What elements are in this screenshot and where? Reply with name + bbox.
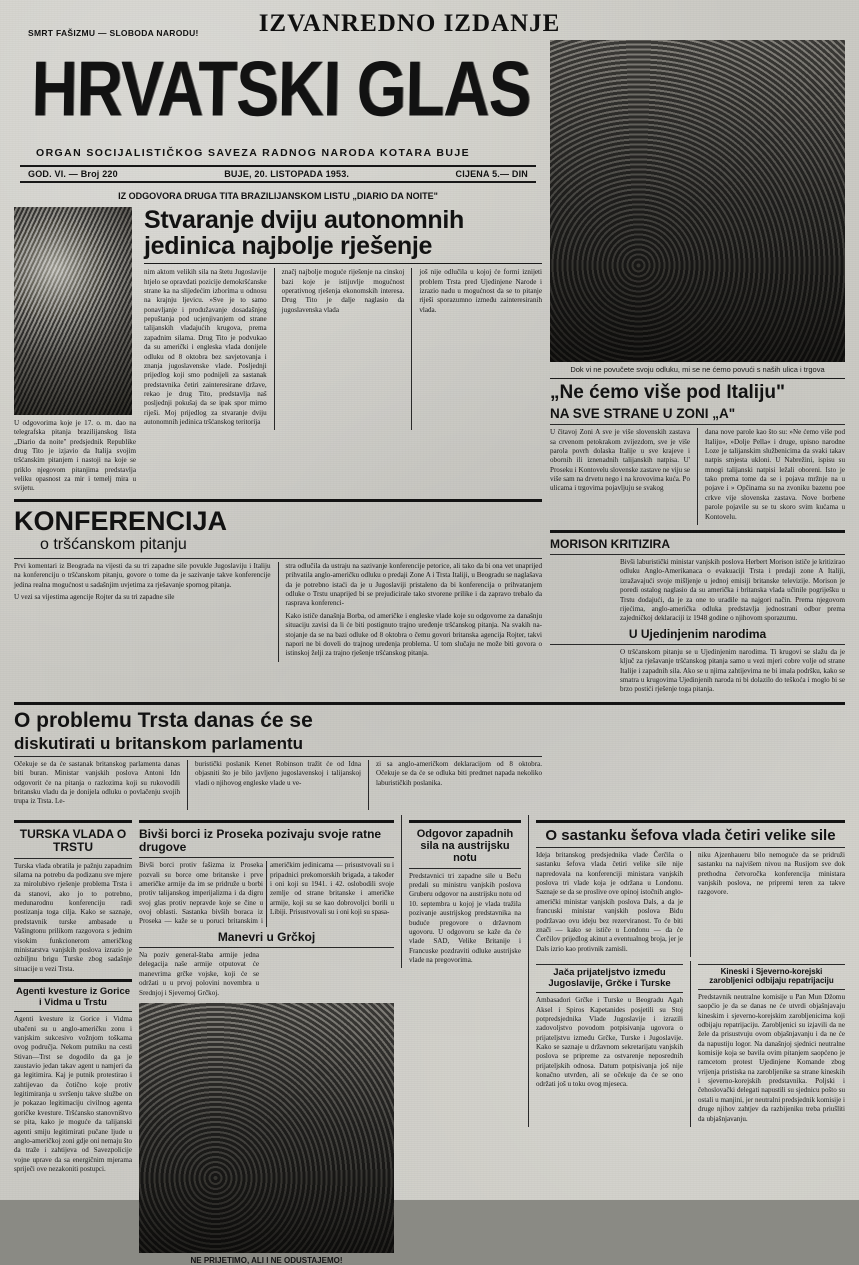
turska-rule (14, 820, 132, 823)
trst-subhead: diskutirati u britanskom parlamentu (14, 733, 304, 753)
lead-story (14, 207, 542, 494)
sefovi-col-1: Ideja britanskog predsjednika vlade Čerčila o sastanku šefova vlada četiri velike sile nije napredovala na konferenciji ministara vanjskih poslova tri vlade koja je održana u Londonu. Saznaje se da se proslive ove opinoj istočnih anglo-američki ministar vanjskih poslova Dals, a da je francuski ministar vanjskih poslova Bidu podržavao ovu ideju bez rezerviranost. To će biti znači — kako se ističe u Londonu — da će Čerčilov prijedlog akinut a eventualnog broja, jer je Dals izrio kao protivnik zamisli. (536, 850, 683, 953)
kinesko-rule (698, 964, 845, 965)
konferencija-headline: KONFERENCIJA (14, 505, 228, 536)
prosek-body: Bivši borci protiv fašizma iz Proseka pozvali su borce ome britanske i prve američke armije da im se pridruže u borbi protiv talijanskog imperijalizma i da digru svoj glas protiv nepravde koje se čine u ovoj oblasti. Sastanka bivših boraca iz Proseka — kaže se u poruci britanskim i američkim jedinicama — prisustvovali su i pripadnici prekomorskih brigada, a također i oni koji su 1941. i 42. oslobodili svoje zemlje od strane britanske i američke armije, koji su se kao dobrovoljci borili u Libiji. Prisustvovali su i oni koji su spasa- (139, 861, 394, 926)
un-rule (550, 644, 845, 645)
lead-col-4: još nije odlučila u kojoj će formi iznijeti problem Trsta pred Ujedinjene Narode i izrazio nadu u mogućnost da se to pitanje riješi sporazumno između zainteresiranih vlada. (419, 268, 543, 314)
kinesko-body: Predstavnik neutralne komisije u Pan Mun Džomu saopćio je da se danas ne će utvrdi objašnjavaju kineskim i sjeverno-korejskim zarobljenicima koji odbijaju repatrijaciju. Zarobljenici su izjavili da ne žele da prisustvuju ovom objašnjavanju i da ne će da napustiju logor. Na današnjoj sjednici neutralne komisije koja se bavila ovim pitanjem saopćeno je ramcetom protest Ujedinjene Komande zbog vrijenja pristiska na zarobljenike sa strane kineskih i sjeverno-korejskih predstavnika. Poljski i čehoslovački delegati napustili su sjednicu pošto su ostali u manjini, jer neutralni predsjednik komisije i druge njihov zahtjev da razbijeniku treba priušliti da ubjašnjavanju. (698, 992, 845, 1123)
kinesko-headline: Kineski i Sjeverno-korejski zarobljenici odbijaju repatrijaciju (709, 966, 834, 985)
prijateljstvo-rule-2 (536, 992, 683, 993)
italija-rule (550, 424, 845, 425)
italija-headline: „Ne ćemo više pod Italiju" (550, 382, 785, 404)
prijateljstvo-headline: Jača prijateljstvo između Jugoslavije, Grčke i Turske (548, 966, 671, 989)
morison-rule (550, 530, 845, 533)
prosek-headline: Bivši borci iz Proseka pozivaju svoje ratne drugove (139, 826, 382, 854)
italija-subhead: NA SVE STRANE U ZONI „A" (550, 406, 736, 422)
italija-columns (550, 428, 845, 525)
sefovi-columns (536, 851, 845, 957)
grcka-rule (139, 947, 394, 948)
portrait-caption: U odgovorima koje je 17. o. m. dao na telegrafska pitanja brazilijanskog lista „Diario da noite" predsjednik Republike drug Tito je izjavio da Italija svojim tršćanskim pitanjem i nastoji na koje se priklo njegovom pitanjima predstavlja veliku opasnost za mir i temelj mira u svijetu. (14, 418, 136, 493)
austrija-rule (409, 820, 521, 823)
austrija-rule-2 (409, 868, 521, 869)
konferencija-body-1: Prvi komentari iz Beograda na vijesti da su tri zapadne sile povukle Jugoslaviju i Italiju na konferenciju o tršćanskom pitanju, govore o tome da je sazivanje takve konferencije jedina realna mogućnost u sadašnjim uvjetima za rješavanje spornog pitanja. (14, 562, 271, 589)
morison-headline: MORISON KRITIZIRA (550, 536, 670, 551)
morison-body: Bivši laburistički ministar vanjskih poslova Herbert Morison ističe je kritizirao odluku Anglo-Amerikanaca o evakuaciji Trsta i predaji zone A Italiji, izražavajući svoje mišljenje u jednoj emisiji britanske televizije. Morison je poredi ostalog naglasio da su američka i britanska vlada učinile pogriješku u Trstu dodajući, da je za one to uradile na najgori način. Prema njegovom rijećima, anglo-američka odluka predstavlja jednostrani odbor prema zajedničkoj deklaraciji iz 1948 godine o njihovom sporazumu. (620, 558, 845, 623)
trst-col-2: buristički poslanik Kenet Robinson tražit će od Idna objasniti što je bilo javljeno jugoslavenskoj i talijanskoj vladi o njihovog engleske vlade u ve- (195, 760, 361, 787)
turska-rule-2 (14, 858, 132, 859)
prijateljstvo-rule (536, 964, 683, 965)
trst-headline: O problemu Trsta danas će se (14, 708, 313, 732)
sefovi-headline: O sastanku šefova vlada četiri velike sile (545, 826, 836, 844)
austrija-body: Predstavnici tri zapadne sile u Beču predali su ministru vanjskih poslova Gruberu odgovor na austrijsku notu od 10. septembra u kojoj je vlada tražila pozivanje austrijskog predstavnika na buduće pregovore o državnom ugovoru. U odgovoru se kaže da će vlade SAD, Velike Britanije i Francuske pozdraviti odluke austrijske vlade na pregovorima. (409, 871, 521, 964)
prosek-rule (139, 820, 394, 823)
page-title: HRVATSKI GLAS (30, 44, 532, 133)
lead-kicker: IZ ODGOVORA DRUGA TITA BRAZILIJANSKOM LISTU „DIARIO DA NOITE" (118, 190, 438, 201)
issue-date: BUJE, 20. LISTOPADA 1953. (224, 168, 350, 179)
lead-headline: Stvaranje dviju autonomnih jedinica najbolje rješenje (144, 205, 465, 261)
lead-col-2: značj najbolje moguće riješenje na cinskoj bazi koje je istijuvlje mogućnost operativnog rješenja ekonomskih interesa. Drug Tito je dalje naglasio da jugoslavenska vlada (281, 268, 405, 314)
trst-columns (14, 760, 542, 810)
lower-grid (14, 815, 845, 1265)
un-body: O tršćanskom pitanju se u Ujedinjenim narodima. Ti krugovi se slažu da je ključ za rješavanje tršćanskog pitanja samo u vezi mjeri cobre volje od strane Italije i zapadnih sila. Ako se u njima zahtijevima ne bi imala podršku, kako se smatra u krugovima Ujedinjenih naroda ni bi dolazilo do teškoća i moglo bi se brzo postići rješenje toga pitanja. (620, 647, 845, 694)
hero-rule (550, 378, 845, 379)
trst-col-3: zi sa anglo-američkom deklaracijom od 8 oktobra. Očekuje se da će se odluka biti predmet napada nekoliko laburističkih poslanika. (376, 760, 542, 787)
masthead-subtitle: ORGAN SOCIJALISTIČKOG SAVEZA RADNOG NARODA KOTARA BUJE (36, 146, 470, 159)
morison-rule-2 (550, 554, 845, 555)
konf-rule (14, 499, 542, 502)
trst-col-1: Očekuje se da će sastanak britanskog parlamenta danas biti buran. Ministar vanjskih poslova Antoni Idn odgovorit će na pitanja o razlozima koji su rukovodili britansku vladu da je donijela odluku o povlačenju svojih trupa iz Trsta. Le- (14, 760, 180, 806)
masthead-right (550, 40, 845, 698)
konferencija-columns (14, 562, 542, 662)
grcka-body: Na poziv general-štaba armije jedna delegacija naše armije otputovat će manevrima grčke vojske, koji će se održati u u prvoj polovini novembra u Srednjoj i Sjevernoj Grčkoj. (139, 951, 259, 997)
masthead-left (14, 40, 542, 698)
bottom-photo-caption: NE PRIJETIMO, ALI I NE ODUSTAJEMO! (190, 1255, 343, 1265)
tito-portrait-photo (14, 207, 132, 415)
trst-rule-2 (14, 756, 542, 757)
sefovi-col-2: niku Ajzenhaueru bilo nemoguće da se pridruži sastanku na najvišem nivou na Rusijom sve dok prethodna četvoročka konferencija ministara vanjskih poslova, ne pripremi teren za takve razgovore. (698, 850, 845, 897)
italija-body-2: dana nove parole kao što su: »Ne ćemo više pod Italiju«, »Dolje Pella« i druge, upisno narodne Loze je talijanskim službenicima da svaki takav natpis smjesta ukloni. U Nabrežini, ispisu su mnogi talijanski natpisi ležali oboreni. Isto je tako prema tome da se i pojava mržnje na u pojave i » Opčinama su na zvoniku bazenu poe crkve vije slovenska zastava. Nove borbene parole pojavile su se tu skoro svim kućama u Kontovelu. (705, 428, 845, 521)
konferencija-body-2: U vezi sa vijestima agencije Rojter da su tri zapadne sile (14, 593, 175, 602)
korica-rule-2 (14, 1011, 132, 1012)
korica-body: Agenti kvesture iz Gorice i Vidma ubačeni su u anglo-američku zonu i vanjskim sukcesivo vožnjom toškama ovog područja. Nekom putniku na cesti Stivan—Trst se dogodilo da ga je zaustavio jedan takav agent u namjeri da ga legitimira. Kaj je putnik protestirao i zahtijevao da čotično koje protiv legitimiranja u svršenju takve službe on je pokazao legitimaciju civilnog agenta goričke kvesture. Tršćansko stanovništvo se pita, kako je moguće da talijanski agenti smiju legitimirati pučane ljude u anglo-američkoj zoni gdje oni nemaju što da traže i zahtijeva od Savezpolicije vojne uprave da sa energičnim mjerama spriječi ove nezakoniti postupci. (14, 1015, 132, 1173)
lead-rule (144, 263, 542, 264)
prijateljstvo-body: Ambasadori Grčke i Turske u Beogradu Agah Aksel i Spiros Kapetanides posjetili su Stoj potpredsjednika Vlade Jugoslavije i izrazili zadovoljstvo povodom potpisivanja ugovora o prijateljstvu između Grčke, Turske i Jugoslavije. Kako se saznaje u državnom sekretarijatu vanjskih poslova se pripreme za ostvarenje neposrednih prijateljskih odnosa. Datum potpisivanja još nije konačno utvrđen, ali se očekuje da će se ono održati još u toku ovog mjeseca. (536, 996, 683, 1089)
issue-number: GOD. VI. — Broj 220 (28, 168, 118, 179)
konferencija-body-3: stra odlučila da ustraju na sazivanje konferencije petorice, ali tako da bi ona vet unaprijed prihvatila anglo-američku odluku o predaji Zone A i Trsta Italiji, u Beogradu se naglašava da je potrebno istaći da je u Jugoslaviji pristaleno da bi konferencija o prihvatanjem odluke o Trstu unaprijed bi se prejudicirale tako stvorene prilike i da zapravo trebalo da rasprava konferenci- (285, 562, 542, 608)
issue-price: CIJENA 5.— DIN (455, 168, 528, 179)
grcka-headline: Manevri u Grčkoj (217, 929, 316, 944)
issue-bar (20, 165, 536, 183)
austrija-headline: Odgovor zapadnih sila na austrijsku notu (416, 827, 514, 865)
italija-body-1: U čitavoj Zoni A sve je više slovenskih zastava sa crvenom petokrakom zvijezdom, sve je više parola povrh dolaska Italije u sve krajeve i obornih ili iznenadnih talijanskih natpisa. U' Proseku i Kontovelu slovenske zastave ne viju se više sam na drvetu nego i na krovovima kuća. Po ulicama i trgovima pojavljuju se svakog (550, 428, 690, 493)
un-headline: U Ujedinjenim narodima (628, 626, 767, 641)
sefovi-rule (536, 820, 845, 823)
extra-edition-title: IZVANREDNO IZDANJE (258, 10, 561, 37)
lower-col-2 (139, 815, 394, 1265)
lower-col-3 (401, 815, 521, 969)
hero-caption: Dok vi ne povučete svoju odluku, mi se ne ćemo povući s naših ulica i trgova (570, 365, 825, 374)
korica-headline: Agenti kvesture iz Gorice i Vidma u Trstu (15, 985, 131, 1008)
turska-headline: TURSKA VLADA O TRSTU (19, 826, 127, 855)
protest-crowd-photo (139, 1003, 394, 1253)
turska-body: Turska vlada obratila je pažnju zapadnim silama na potrebu da podizanu sve mjere za mirolubivo rješenje problema Trsta i da stanovi, ako jo to potrebno, medunarodnu konferenciju radi postizanja toga cilja. Kako se saznaje, predstavnik turske ambasade u Vašingtonu prilikom razgovora s jednim visokim funkcionerom američkog ministarstva vanjskih poslova izrazio je ozbiljnu brigu Turske zbog sadašnje situacije u vezi Trsta. (14, 861, 132, 973)
crowd-demonstration-photo (550, 40, 845, 362)
lower-col-4 (528, 815, 845, 1127)
prosek-rule-2 (139, 857, 394, 858)
sefovi-rule-2 (536, 847, 845, 848)
konferencija-body-4: Kako ističe današnja Borba, od američke i engleske vlade koje su odgovorne za današnju situaciju zavisi da li će biti postignuto trajno uređenje tršćanskog pitanja. Na svakih na-stojanje da se na bazi odluke od 8 oktobra o čemu govori britanska agencija Rojter, takvi napori ne bi doveli do trajnog uređenja problema. U tom slučaju ne može biti govora o istinskoj želji za trajno rješenje tršćanskog pitanja. (285, 611, 542, 658)
kinesko-rule-2 (698, 989, 845, 990)
konf-rule-2 (14, 558, 542, 559)
lead-col-1: nim aktom velikih sila na štetu Jugoslavije htjelo se opravdati pozicije demokršćanske strane ka na slijedećim izborima u odnosu na krajnju ljevicu. »Sve je to samo ponavljanje i produžavanje dosadašnjeg pepuštanja pod ucjenjivanjem od strane talijanskih vladajućih krugova, prema zapadnim silama. Drug Tito je podvukao da su američki i engleska vlada donijele odluku od 8 oktobra bez savjetovanja i znanja jugoslavenske vlade. Posljednji prijedlog koji smo podnijeli za sastanak predstavnika četiri zainteresirane države, rekao je drug Tito, predstavlja naš posljednji pokušaj da se ipak spor mirno riješi. Moj prijedlog za stvaranje dviju autonomnih jedinica tršćanskog teritorija (144, 268, 267, 427)
korica-rule (14, 979, 132, 982)
lead-columns (144, 268, 542, 430)
trst-rule (14, 702, 845, 705)
bottom-two-columns (536, 961, 845, 1127)
masthead-and-hero (14, 40, 845, 698)
masthead-slogan: SMRT FAŠIZMU — SLOBODA NARODU! (28, 28, 199, 38)
lower-col-1 (14, 815, 132, 1178)
konferencija-subhead: o tršćanskom pitanju (40, 536, 187, 554)
